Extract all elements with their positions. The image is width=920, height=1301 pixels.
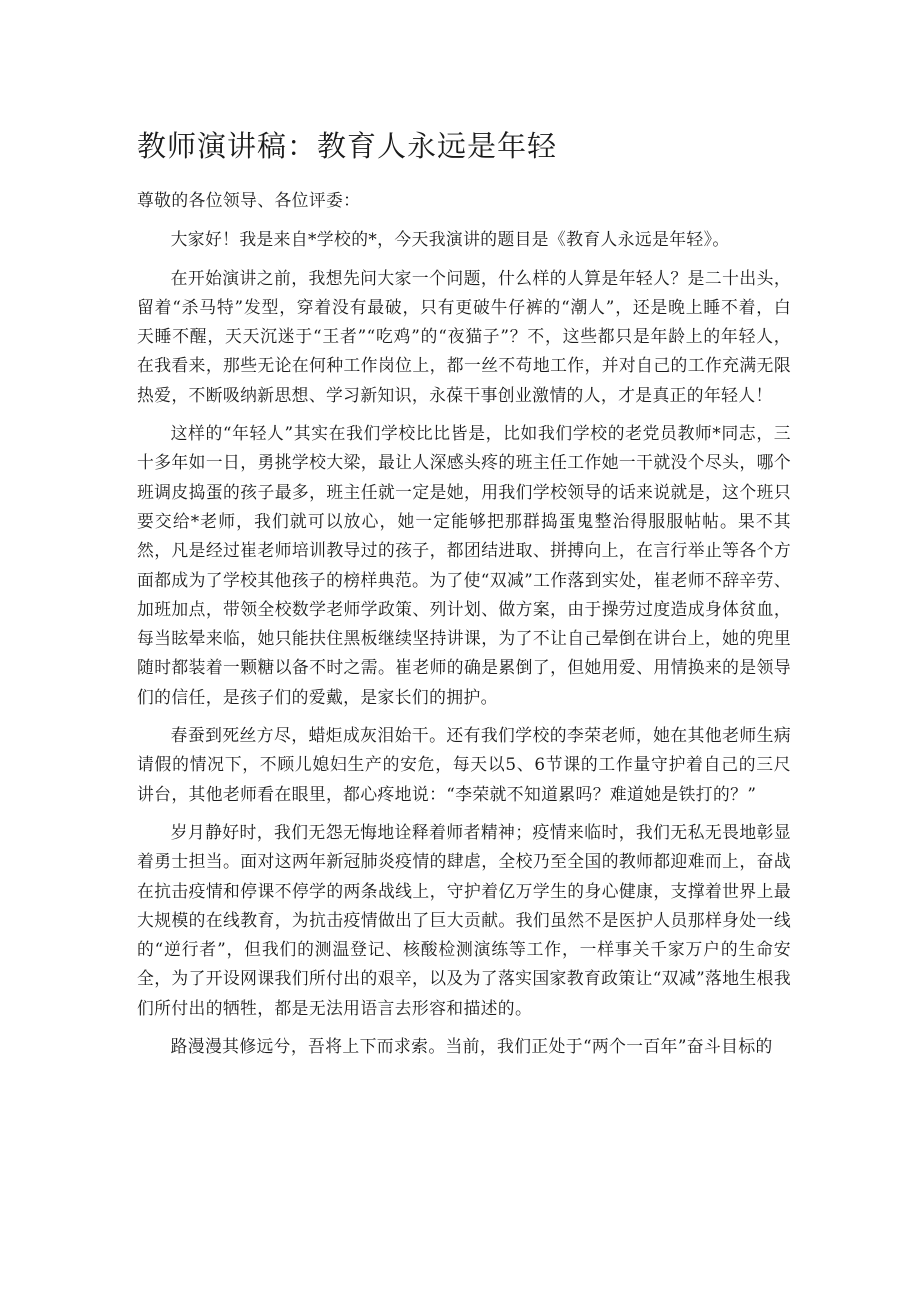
speech-body — [137, 186, 791, 1061]
salutation: 尊敬的各位领导、各位评委： — [137, 190, 361, 210]
paragraph-greeting: 大家好！我是来自*学校的*，今天我演讲的题目是《教育人永远是年轻》。 — [170, 229, 730, 250]
paragraph-pandemic: 岁月静好时，我们无怨无悔地诠释着师者精神；疫情来临时，我们无私无畏地彰显着勇士担当。面对这两年新冠肺炎疫情的肆虐，全校乃至全国的教师都迎难而上，奋战在抗击疫情和停课不停学的两条战线上，守护着亿万学生的身心健康，支撑着世界上最大规模的在线教育，为抗击疫情做出了巨大贡献。我们虽然不是医护人员那样身处一线的“逆行者”，但我们的测温登记、核酸检测演练等工作，一样事关千家万户的生命安全，为了开设网课我们所付出的艰辛，以及为了落实国家教育政策让“双减”落地生根我们所付出的牺牲，都是无法用语言去形容和描述的。 — [137, 821, 791, 1018]
paragraph-teacher-li: 春蚕到死丝方尽，蜡炬成灰泪始干。还有我们学校的李荣老师，她在其他老师生病请假的情况下，不顾儿媳妇生产的安危，每天以5、6节课的工作量守护着自己的三尺讲台，其他老师看在眼里，都心疼地说：“李荣就不知道累吗？难道她是铁打的？” — [137, 725, 791, 804]
paragraph-teacher-cui: 这样的“年轻人”其实在我们学校比比皆是，比如我们学校的老党员教师*同志，三十多年如一日，勇挑学校大梁，最让人深感头疼的班主任工作她一干就没个尽头，哪个班调皮捣蛋的孩子最多，班主任就一定是她，用我们学校领导的话来说就是，这个班只要交给*老师，我们就可以放心，她一定能够把那群捣蛋鬼整治得服服帖帖。果不其然，凡是经过崔老师培训教导过的孩子，都团结进取、拼搏向上，在言行举止等各个方面都成为了学校其他孩子的榜样典范。为了使“双减”工作落到实处，崔老师不辞辛劳、加班加点，带领全校数学老师学政策、列计划、做方案，由于操劳过度造成身体贫血，每当眩晕来临，她只能扶住黑板继续坚持讲课，为了不让自己晕倒在讲台上，她的兜里随时都装着一颗糖以备不时之需。崔老师的确是累倒了，但她用爱、用情换来的是领导们的信任，是孩子们的爱戴，是家长们的拥护。 — [137, 423, 791, 707]
paragraph-closing: 路漫漫其修远兮，吾将上下而求索。当前，我们正处于“两个一百年”奋斗目标的 — [170, 1036, 773, 1057]
paragraph-question: 在开始演讲之前，我想先问大家一个问题，什么样的人算是年轻人？是二十出头，留着“杀马特”发型，穿着没有最破，只有更破牛仔裤的“潮人”，还是晚上睡不着，白天睡不醒，天天沉迷于“王者”“吃鸡”的“夜猫子”？不，这些都只是年龄上的年轻人，在我看来，那些无论在何种工作岗位上，都一丝不苟地工作，并对自己的工作充满无限热爱，不断吸纳新思想、学习新知识，永葆干事创业激情的人，才是真正的年轻人！ — [137, 267, 791, 405]
page-title: 教师演讲稿：教育人永远是年轻 — [137, 129, 558, 163]
